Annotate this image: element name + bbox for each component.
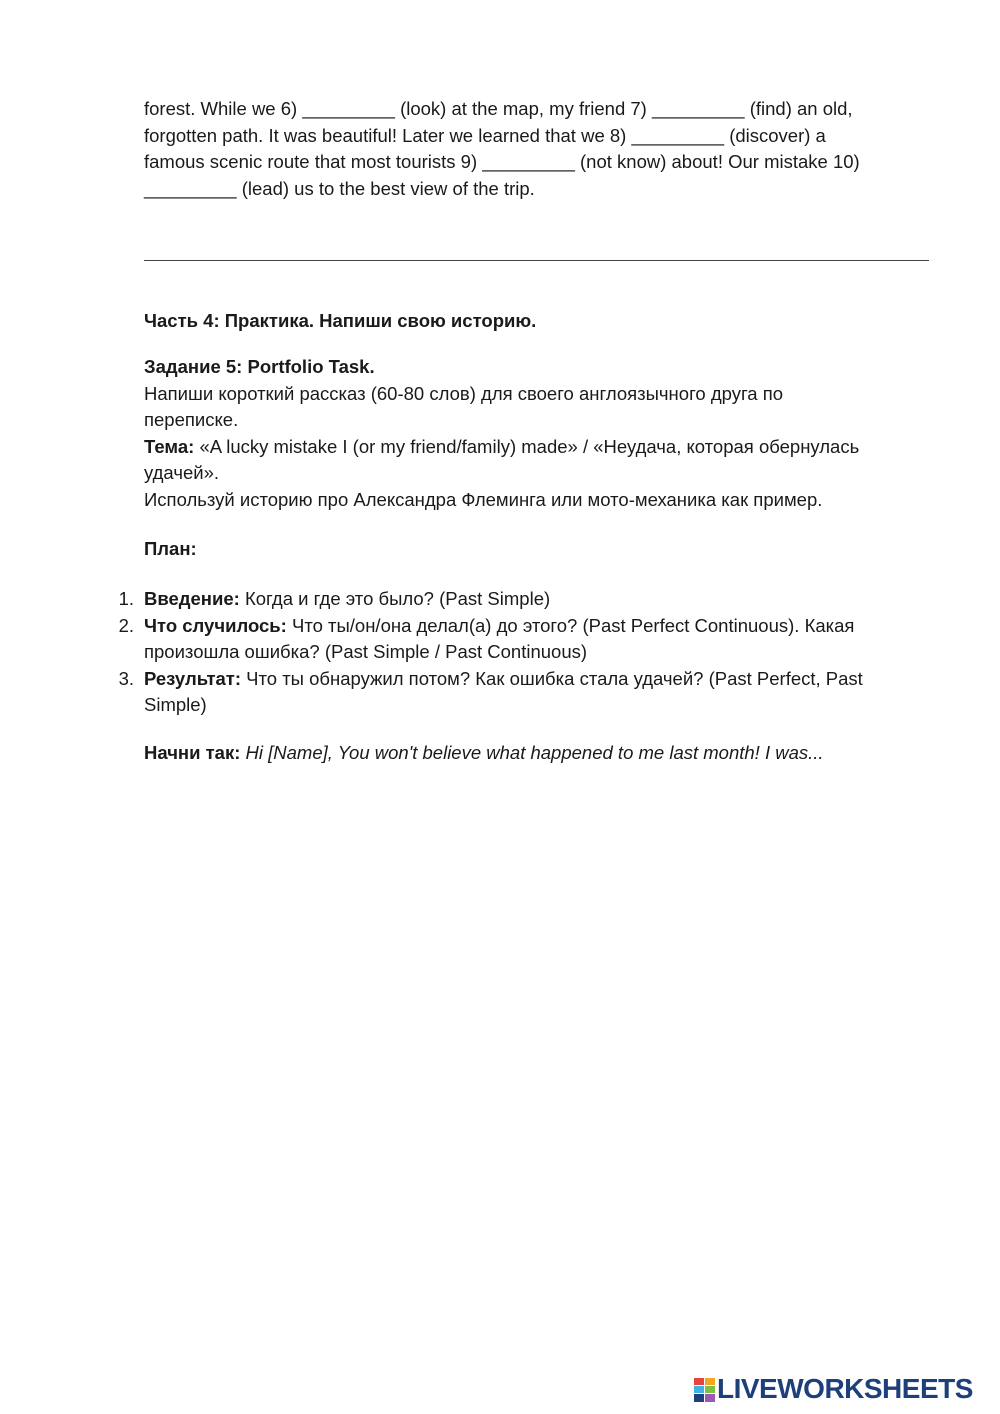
- exercise-line-4: _________ (lead) us to the best view of the trip.: [144, 177, 535, 199]
- exercise-line-1: forest. While we 6) _________ (look) at the map, my friend 7) _________ (find) an old,: [144, 98, 853, 119]
- plan-item-label: Результат:: [144, 667, 242, 689]
- logo-tile: [705, 1394, 715, 1402]
- part4-heading: Часть 4: Практика. Напиши свою историю.: [144, 310, 537, 331]
- plan-item-text: Когда и где это было? (Past Simple): [239, 588, 551, 609]
- plan-item-text-cont: Simple): [144, 694, 207, 716]
- plan-list: [118, 586, 934, 719]
- task5-intro-line-1: Напиши короткий рассказ (60-80 слов) для своего англоязычного друга по: [144, 382, 784, 404]
- start-text: Hi [Name], You won't believe what happened to me last month! I was...: [240, 742, 824, 763]
- plan-item-label: Что случилось:: [144, 614, 287, 636]
- plan-item-number: 2.: [118, 614, 134, 636]
- topic-text: «A lucky mistake I (or my friend/family) made» / «Неудача, которая обернулась: [194, 435, 860, 457]
- liveworksheets-logo-text: LIVEWORKSHEETS: [717, 1373, 973, 1404]
- logo-tile: [694, 1386, 704, 1393]
- plan-item-text: Что ты/он/она делал(а) до этого? (Past Perfect Continuous). Какая: [286, 614, 855, 636]
- task5-example-line: Используй историю про Александра Флеминга или мото-механика как пример.: [144, 488, 823, 510]
- logo-tile: [705, 1378, 715, 1385]
- exercise-line-3: famous scenic route that most tourists 9) _________ (not know) about! Our mistake 10): [144, 151, 860, 173]
- task5-intro-line-2: переписке.: [144, 409, 239, 431]
- logo-tile: [694, 1378, 704, 1385]
- exercise-text: [144, 96, 934, 202]
- task5-title: Задание 5: Portfolio Task.: [144, 356, 375, 377]
- task5-topic-line-2: удачей».: [144, 462, 220, 484]
- start-label: Начни так:: [144, 742, 241, 763]
- task5-topic-line-1: [144, 434, 934, 461]
- plan-item-2: [118, 613, 934, 666]
- task5-section: [144, 354, 934, 514]
- liveworksheets-logo-icon: [694, 1378, 714, 1400]
- plan-item-text-cont: произошла ошибка? (Past Simple / Past Continuous): [144, 641, 588, 663]
- plan-item-label: Введение:: [144, 588, 240, 609]
- logo-tile: [705, 1386, 715, 1393]
- plan-item-number: 3.: [118, 667, 134, 689]
- plan-item-1: [118, 586, 934, 613]
- exercise-line-2: forgotten path. It was beautiful! Later we learned that we 8) _________ (discover) a: [144, 124, 826, 146]
- plan-item-3: [118, 666, 934, 719]
- plan-item-text: Что ты обнаружил потом? Как ошибка стала удачей? (Past Perfect, Past: [241, 667, 863, 689]
- liveworksheets-logo[interactable]: [694, 1374, 973, 1404]
- logo-tile: [694, 1394, 704, 1402]
- plan-heading: План:: [144, 538, 197, 559]
- section-divider: [144, 260, 929, 261]
- start-prompt: [144, 740, 824, 767]
- plan-item-number: 1.: [118, 588, 134, 609]
- topic-label: Тема:: [144, 435, 195, 457]
